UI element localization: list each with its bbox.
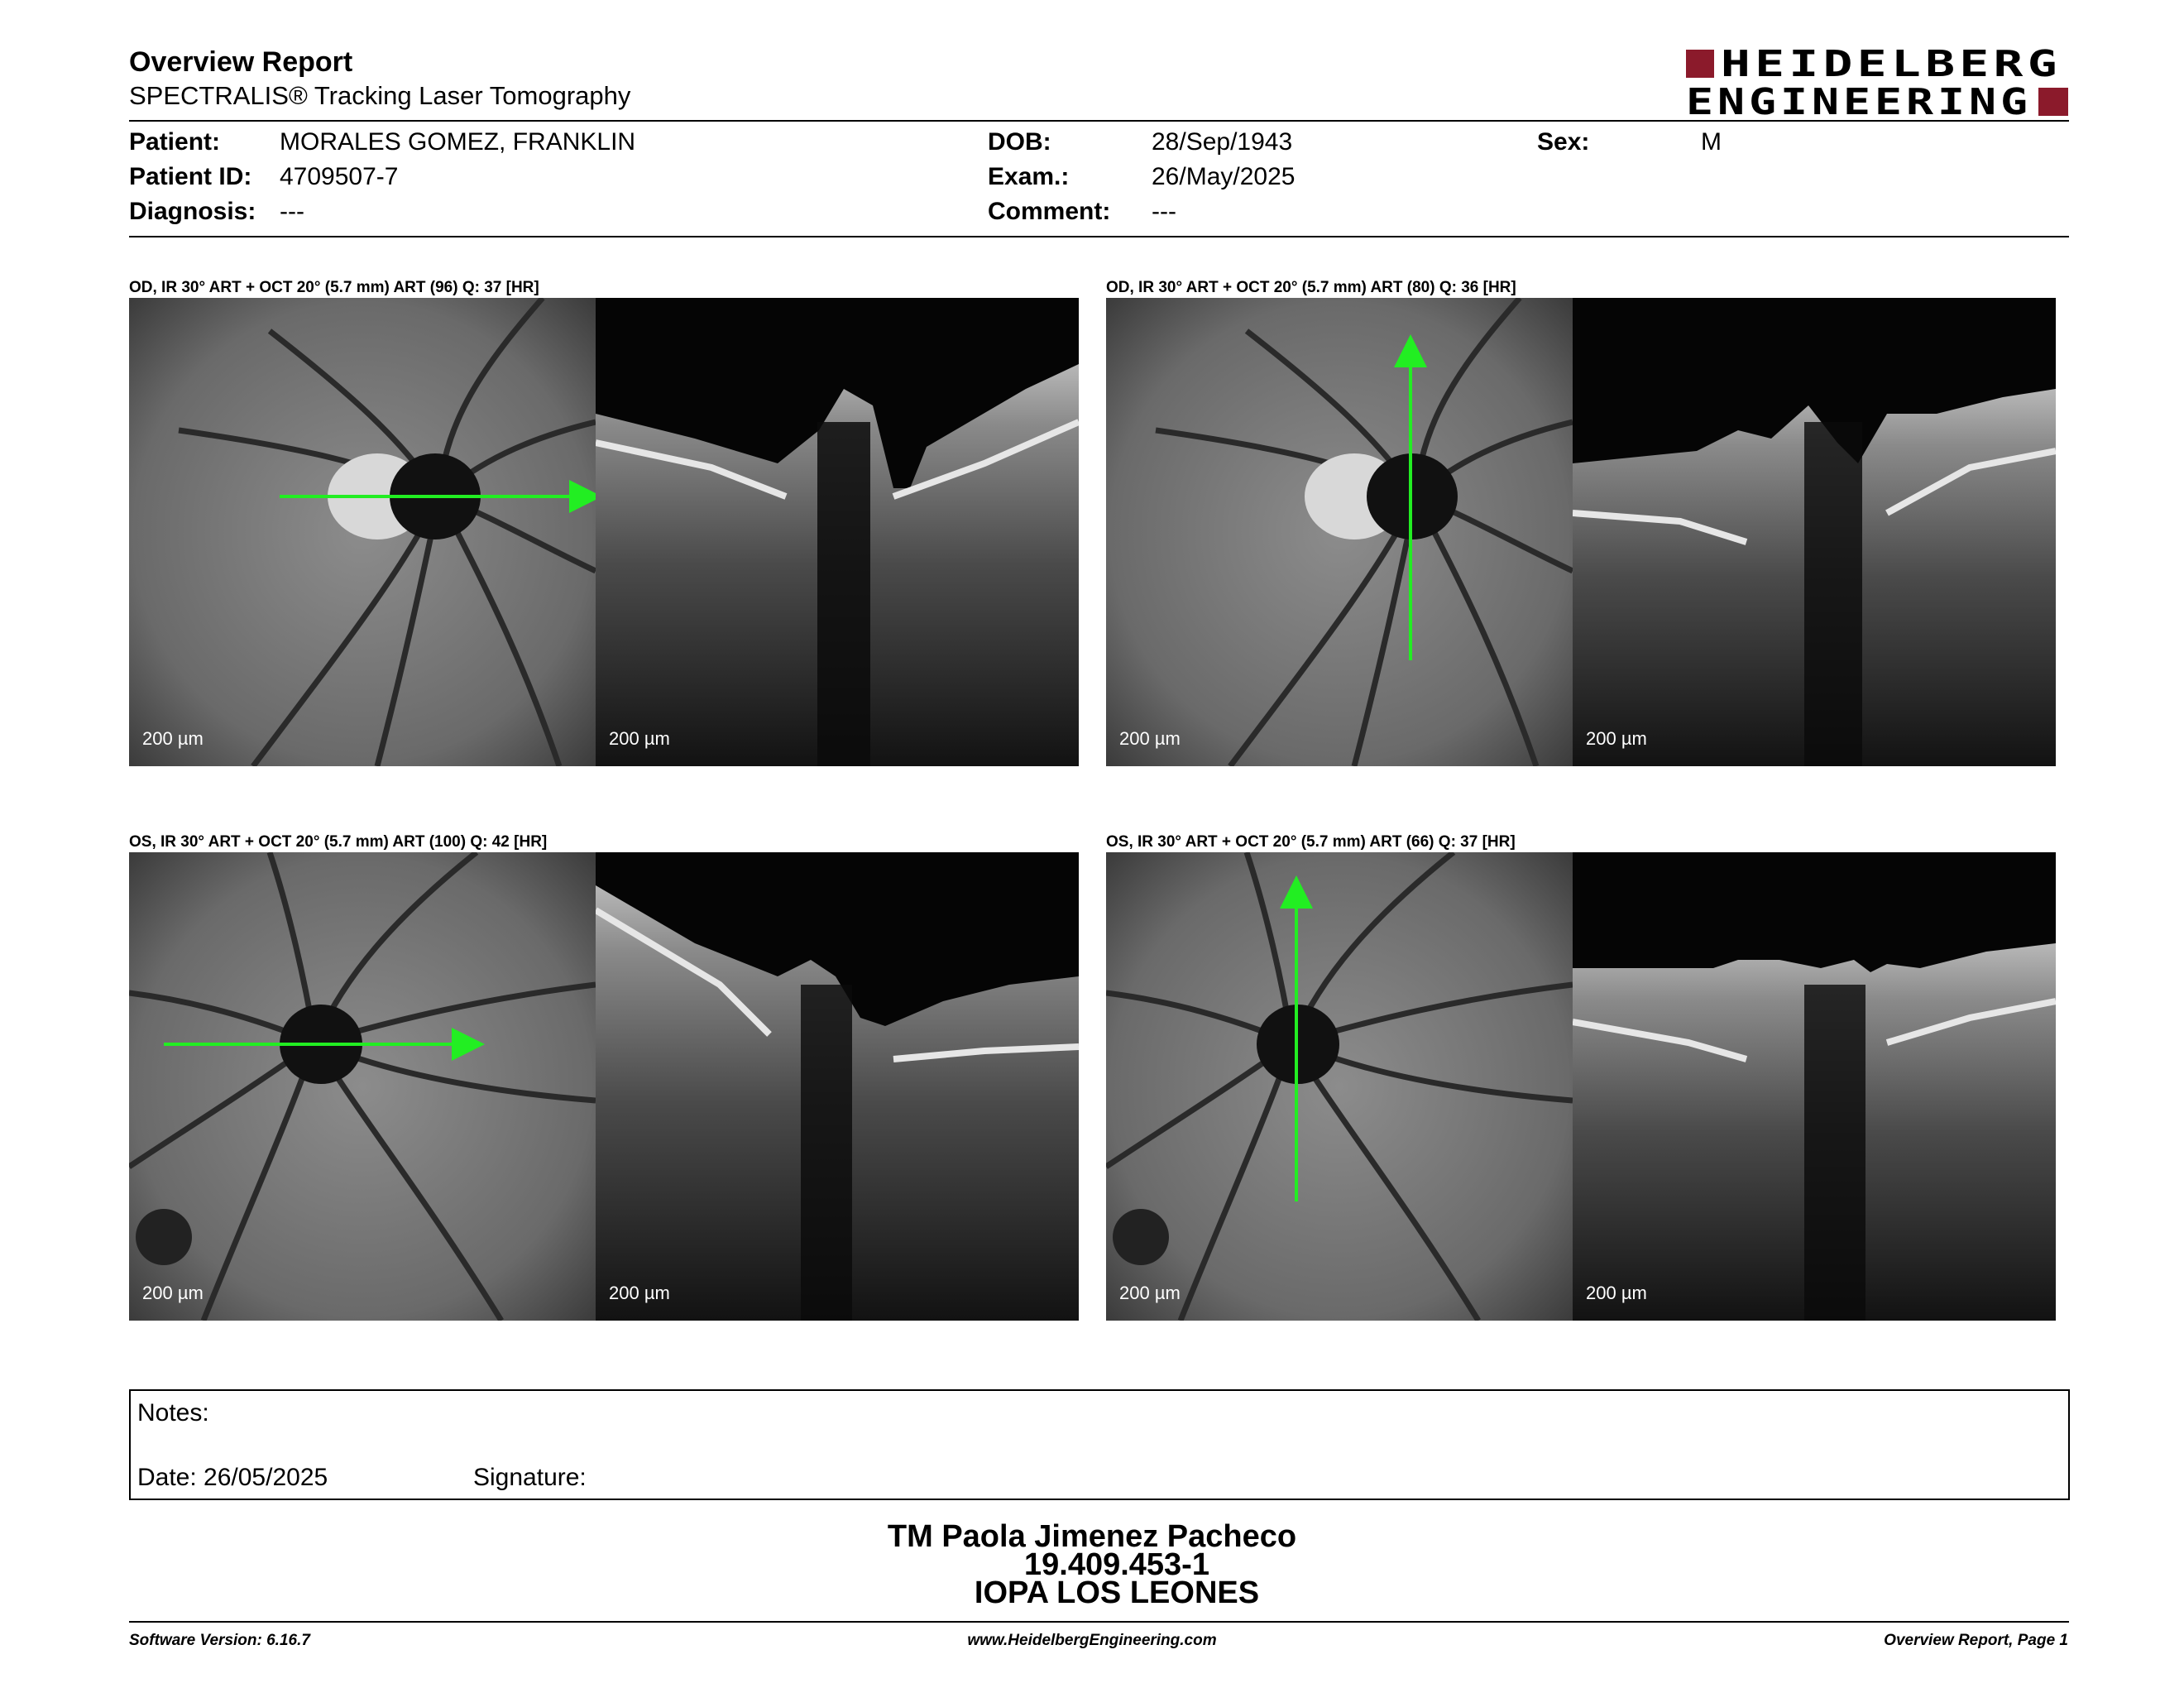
patient-id-value: 4709507-7 — [280, 163, 399, 190]
patient-divider — [129, 236, 2069, 237]
logo-line2: ENGINEERING — [1686, 81, 2032, 121]
signatory-name: TM Paola Jimenez Pacheco — [887, 1519, 1297, 1554]
scan-panel-os-1[interactable] — [129, 852, 1079, 1321]
patient-id-label: Patient ID: — [129, 163, 252, 190]
oct-bscan-image[interactable] — [596, 852, 1079, 1321]
ir-fundus-image[interactable] — [1106, 298, 1573, 766]
dob-label: DOB: — [988, 128, 1051, 156]
notes-date: Date: 26/05/2025 — [137, 1464, 328, 1491]
scan-panel-od-2[interactable] — [1106, 298, 2056, 766]
exam-label: Exam.: — [988, 163, 1070, 190]
diagnosis-value: --- — [280, 198, 304, 225]
oct-scale-label: 200 µm — [1586, 1283, 1647, 1303]
patient-label: Patient: — [129, 128, 221, 156]
software-version: Software Version: 6.16.7 — [129, 1632, 310, 1649]
scan-panel-os-2[interactable] — [1106, 852, 2056, 1321]
header-divider — [129, 120, 2069, 122]
sex-label: Sex: — [1537, 128, 1590, 156]
signature-label: Signature: — [473, 1464, 587, 1491]
exam-value: 26/May/2025 — [1152, 163, 1296, 190]
ir-fundus-image[interactable] — [129, 852, 596, 1321]
oct-bscan-image[interactable] — [1573, 852, 2056, 1321]
comment-value: --- — [1152, 198, 1176, 225]
oct-scale-label: 200 µm — [609, 1283, 670, 1303]
oct-bscan-image[interactable] — [1573, 298, 2056, 766]
oct-bscan-image[interactable] — [596, 298, 1079, 766]
logo-accent-square-bottom — [2038, 88, 2068, 116]
sex-value: M — [1701, 128, 1722, 156]
oct-scale-label: 200 µm — [1586, 728, 1647, 749]
signatory-id: 19.409.453-1 — [1024, 1547, 1209, 1582]
logo-accent-square-top — [1686, 50, 1714, 78]
signatory-institution: IOPA LOS LEONES — [974, 1575, 1260, 1610]
comment-label: Comment: — [988, 198, 1111, 225]
panel-caption: OS, IR 30° ART + OCT 20° (5.7 mm) ART (66) Q: 37 [HR] — [1106, 833, 1516, 851]
scan-panel-od-1[interactable] — [129, 298, 1079, 766]
dob-value: 28/Sep/1943 — [1152, 128, 1293, 156]
notes-box[interactable] — [129, 1389, 2070, 1500]
footer-divider — [129, 1621, 2069, 1623]
logo-line1: HEIDELBERG — [1721, 45, 2062, 85]
fundus-scale-label: 200 µm — [1119, 1283, 1181, 1303]
page-indicator: Overview Report, Page 1 — [1884, 1632, 2068, 1649]
panel-caption: OS, IR 30° ART + OCT 20° (5.7 mm) ART (100) Q: 42 [HR] — [129, 833, 548, 851]
ir-fundus-image[interactable] — [1106, 852, 1573, 1321]
patient-name: MORALES GOMEZ, FRANKLIN — [280, 128, 636, 156]
notes-label: Notes: — [137, 1399, 209, 1427]
diagnosis-label: Diagnosis: — [129, 198, 256, 225]
fundus-scale-label: 200 µm — [142, 1283, 204, 1303]
ir-fundus-image[interactable] — [129, 298, 596, 766]
fundus-scale-label: 200 µm — [1119, 728, 1181, 749]
report-title: Overview Report — [129, 46, 353, 78]
fundus-scale-label: 200 µm — [142, 728, 204, 749]
panel-caption: OD, IR 30° ART + OCT 20° (5.7 mm) ART (80) Q: 36 [HR] — [1106, 279, 1516, 296]
oct-scale-label: 200 µm — [609, 728, 670, 749]
panel-caption: OD, IR 30° ART + OCT 20° (5.7 mm) ART (96) Q: 37 [HR] — [129, 279, 539, 296]
report-subtitle: SPECTRALIS® Tracking Laser Tomography — [129, 81, 631, 110]
heidelberg-engineering-logo — [1684, 45, 2070, 121]
website-link[interactable]: www.HeidelbergEngineering.com — [967, 1632, 1217, 1649]
